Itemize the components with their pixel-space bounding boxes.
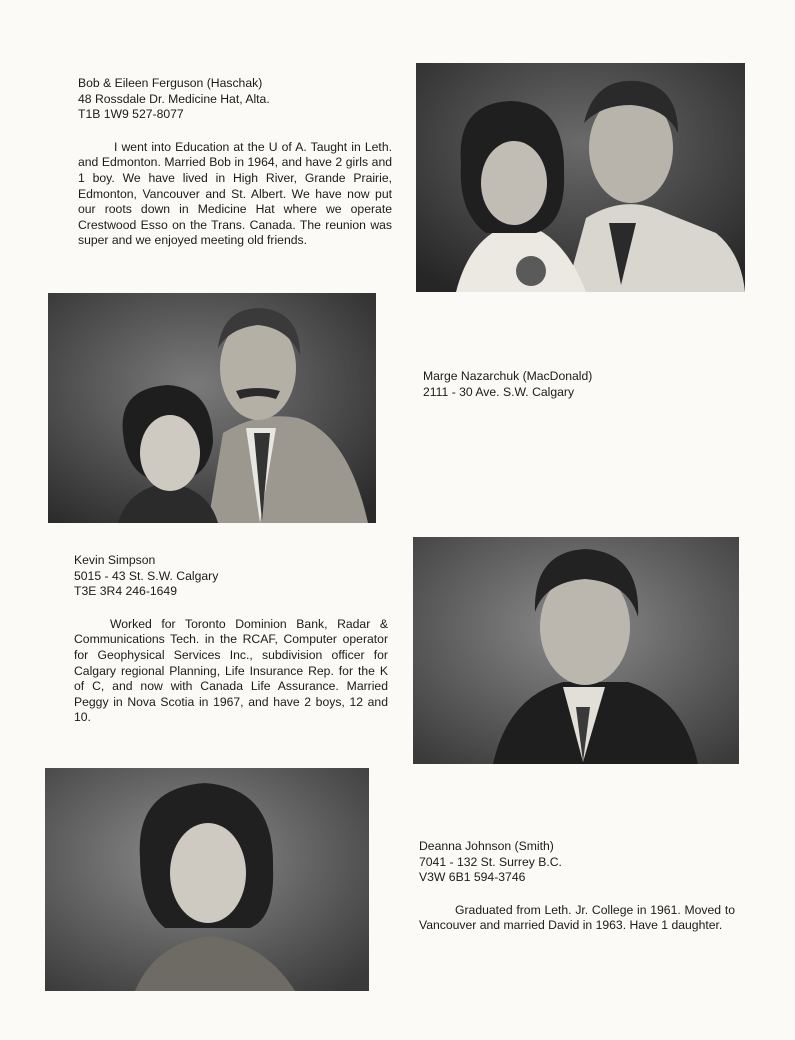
entry-address: 7041 - 132 St. Surrey B.C. (419, 854, 562, 869)
entry-ferguson (78, 76, 392, 249)
entry-postal-phone: V3W 6B1 594-3746 (419, 870, 526, 885)
photo-nazarchuk-couple (48, 293, 376, 523)
entry-bio: Graduated from Leth. Jr. College in 1961. Moved to Vancouver and married David in 1963. Have 1 daughter. (419, 902, 735, 933)
entry-bio: Worked for Toronto Dominion Bank, Radar & Communications Tech. in the RCAF, Computer operator for Geophysical Services Inc., subdivision officer for Calgary regional Planning, Life Insurance Rep. for the K of C, and now with Canada Life Assurance. Married Peggy in Nova Scotia in 1967, and have 2 boys, 12 and 10. (74, 616, 388, 725)
entry-postal-phone: T3E 3R4 246-1649 (74, 584, 177, 599)
entry-name: Kevin Simpson (74, 553, 156, 567)
entry-address: 5015 - 43 St. S.W. Calgary (74, 568, 219, 583)
entry-name: Bob & Eileen Ferguson (Haschak) (78, 76, 263, 90)
entry-simpson (74, 553, 388, 726)
entry-address: 2111 - 30 Ave. S.W. Calgary (423, 384, 575, 399)
entry-johnson (419, 839, 735, 934)
photo-simpson (413, 537, 739, 764)
entry-bio: I went into Education at the U of A. Taught in Leth. and Edmonton. Married Bob in 1964, and have 2 girls and 1 boy. We have lived in High River, Grande Prairie, Edmonton, Vancouver and St. Albert. We have now put our roots down in Medicine Hat where we operate Crestwood Esso on the Trans. Canada. The reunion was super and we enjoyed meeting old friends. (78, 139, 392, 248)
photo-ferguson-couple (416, 63, 745, 292)
entry-postal-phone: T1B 1W9 527-8077 (78, 107, 184, 122)
entry-name: Marge Nazarchuk (MacDonald) (423, 369, 593, 383)
entry-nazarchuk (423, 369, 737, 400)
entry-name: Deanna Johnson (Smith) (419, 839, 554, 853)
entry-address: 48 Rossdale Dr. Medicine Hat, Alta. (78, 91, 270, 106)
photo-johnson (45, 768, 369, 991)
